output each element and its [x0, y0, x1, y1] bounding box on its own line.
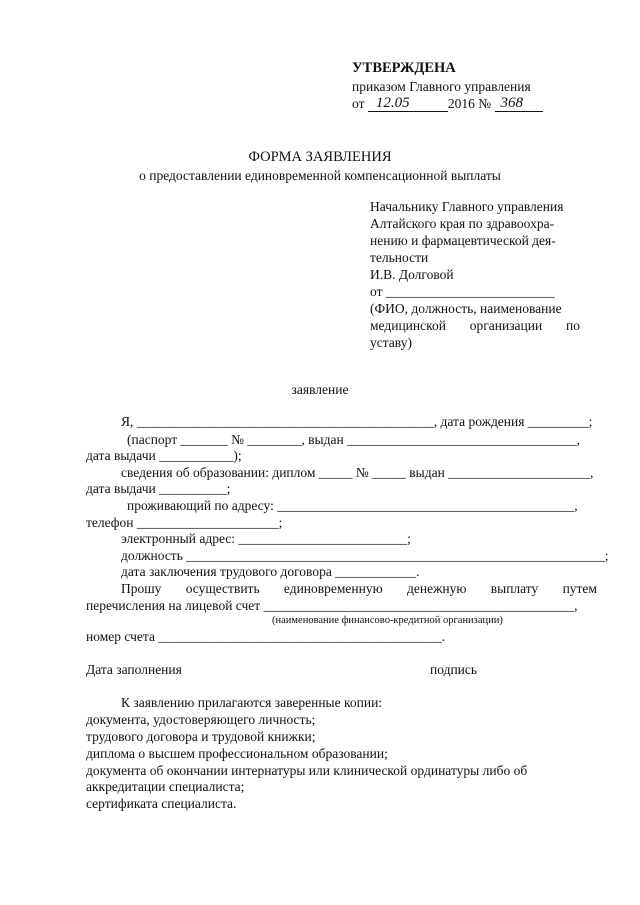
request-word: Прошу: [121, 581, 162, 596]
request-word: единовременную: [283, 581, 383, 596]
fill-date-label: Дата заполнения: [86, 662, 182, 677]
field-full-name[interactable]: Я, ____________________________________________, дата рождения _________;: [121, 414, 593, 429]
bank-name-note: (наименование финансово-кредитной организации): [272, 615, 503, 626]
field-account-number[interactable]: номер счета __________________________________________.: [86, 629, 446, 644]
addressee-name: И.В. Долговой: [370, 267, 454, 282]
request-word: денежную: [407, 581, 467, 596]
form-title: ФОРМА ЗАЯВЛЕНИЯ: [248, 149, 392, 165]
request-word: осуществить: [185, 581, 260, 596]
field-address[interactable]: проживающий по адресу: ____________________________________________,: [127, 498, 578, 513]
attachment-item: документа об окончании интернатуры или клинической ординатуры либо об: [86, 763, 528, 778]
approval-year-number: 2016 №: [447, 96, 492, 111]
addressee-note-3: уставу): [370, 335, 412, 350]
addressee-from-field[interactable]: от _________________________: [370, 284, 555, 299]
addressee-note-word: медицинской: [370, 318, 446, 333]
addressee-note-1: (ФИО, должность, наименование: [370, 301, 562, 316]
addressee-line-3: нению и фармацевтической дея-: [370, 233, 556, 248]
addressee-line-4: тельности: [370, 250, 429, 265]
field-phone[interactable]: телефон _____________________;: [86, 515, 283, 530]
approval-date-handwritten: 12.05: [375, 95, 410, 111]
addressee-line-1: Начальнику Главного управления: [370, 199, 564, 214]
field-passport-date[interactable]: дата выдачи ___________);: [86, 448, 242, 463]
approval-number-field: [495, 94, 543, 112]
addressee-note-word: по: [566, 318, 580, 333]
request-word: путем: [562, 581, 597, 596]
field-passport[interactable]: (паспорт _______ № ________, выдан __________________________________,: [127, 432, 580, 447]
attachment-item: сертификата специалиста.: [86, 796, 237, 811]
statement-heading: заявление: [291, 382, 349, 397]
addressee-line-2: Алтайского края по здравоохра-: [370, 216, 555, 231]
field-diploma-date[interactable]: дата выдачи __________;: [86, 481, 231, 496]
field-account-bank[interactable]: перечисления на лицевой счет ______________________________________________,: [86, 598, 578, 613]
request-line: [121, 581, 597, 597]
attachment-item: трудового договора и трудовой книжки;: [86, 729, 316, 744]
attachment-item: документа, удостоверяющего личность;: [86, 712, 316, 727]
field-position[interactable]: должность ______________________________________________________________;: [121, 548, 609, 563]
addressee-note-2: [370, 318, 580, 334]
attachment-item: диплома о высшем профессиональном образовании;: [86, 746, 388, 761]
approval-date-prefix: от: [352, 96, 365, 111]
approval-date-field: [368, 94, 448, 112]
field-contract-date[interactable]: дата заключения трудового договора ____________.: [121, 564, 420, 579]
approval-order: приказом Главного управления: [352, 79, 531, 94]
attachments-intro: К заявлению прилагаются заверенные копии:: [121, 695, 383, 710]
form-subtitle: о предоставлении единовременной компенсационной выплаты: [139, 168, 501, 183]
attachment-item: аккредитации специалиста;: [86, 779, 245, 794]
addressee-note-word: организации: [469, 318, 543, 333]
signature-label: подпись: [430, 662, 478, 677]
approval-title: УТВЕРЖДЕНА: [352, 60, 456, 76]
approval-number-handwritten: 368: [500, 95, 523, 111]
request-word: выплату: [490, 581, 539, 596]
field-diploma[interactable]: сведения об образовании: диплом _____ № _____ выдан _____________________,: [121, 465, 594, 480]
field-email[interactable]: электронный адрес: _________________________;: [121, 531, 411, 546]
approval-date-line: [352, 96, 543, 114]
